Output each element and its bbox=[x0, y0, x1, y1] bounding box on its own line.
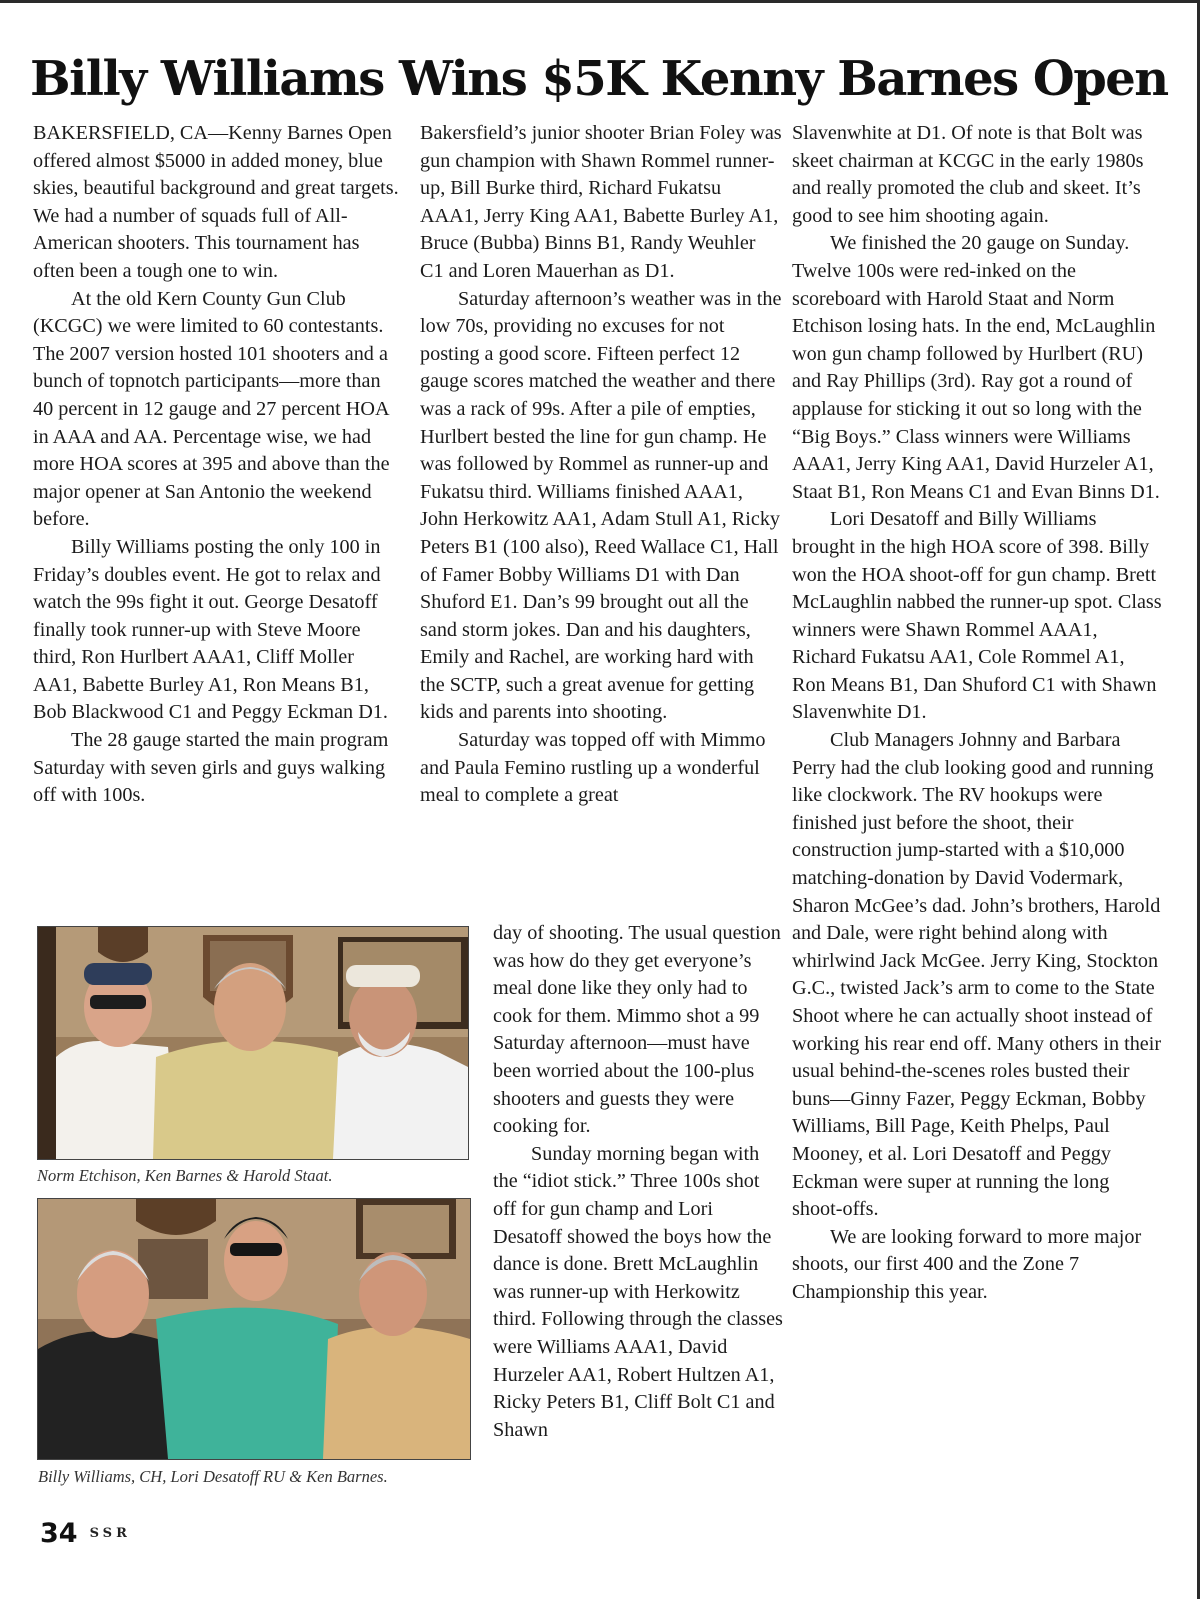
article-column-3 bbox=[792, 120, 1162, 1307]
article-column-1 bbox=[33, 120, 401, 810]
photo-illustration bbox=[38, 927, 468, 1159]
paragraph: Billy Williams posting the only 100 in Friday’s doubles event. He got to relax and watch the 99s fight it out. George Desatoff finally took runner-up with Steve Moore third, Ron Hurlbert AAA1, Cliff Moller AA1, Babette Burley A1, Ron Means B1, Bob Blackwood C1 and Peggy Eckman D1. bbox=[33, 535, 388, 724]
paragraph: At the old Kern County Gun Club (KCGC) we were limited to 60 contestants. The 2007 version hosted 101 shooters and a bunch of topnotch participants—more than 40 percent in 12 gauge and 27 percent HOA in AAA and AA. Percentage wise, we had more HOA scores at 395 and above than the major opener at San Antonio the weekend before. bbox=[33, 287, 390, 531]
page-footer bbox=[40, 1518, 131, 1549]
paragraph: Sunday morning began with the “idiot stick.” Three 100s shot off for gun champ and Lori Desatoff showed the boys how the dance is done. Brett McLaughlin was runner-up with Herkowitz third. Following through the classes were Williams AAA1, David Hurzeler AA1, Robert Hultzen A1, Ricky Peters B1, Cliff Bolt C1 and Shawn bbox=[493, 1142, 783, 1441]
photo2-caption: Billy Williams, CH, Lori Desatoff RU & Ken Barnes. bbox=[38, 1467, 388, 1486]
article-headline: Billy Williams Wins $5K Kenny Barnes Open bbox=[30, 51, 1168, 107]
paragraph: Bakersfield’s junior shooter Brian Foley was gun champion with Shawn Rommel runner-up, Bill Burke third, Richard Fukatsu AAA1, Jerry King AA1, Babette Burley A1, Bruce (Bubba) Binns B1, Randy Weuhler C1 and Loren Mauerhan as D1. bbox=[420, 122, 782, 282]
top-border bbox=[0, 0, 1200, 3]
article-column-2 bbox=[420, 120, 782, 810]
paragraph: The 28 gauge started the main program Saturday with seven girls and guys walking off with 100s. bbox=[33, 729, 389, 807]
paragraph: We are looking forward to more major shoots, our first 400 and the Zone 7 Championship this year. bbox=[792, 1225, 1142, 1303]
paragraph: Saturday was topped off with Mimmo and Paula Femino rustling up a wonderful meal to complete a great bbox=[420, 729, 766, 807]
paragraph: Club Managers Johnny and Barbara Perry had the club looking good and running like clockwork. The RV hookups were finished just before the shoot, their construction jump-started with a $10,000 matching-donation by David Vodermark, Sharon McGee’s dad. John’s brothers, Harold and Dale, were right behind along with whirlwind Jack McGee. Jerry King, Stockton G.C., twisted Jack’s arm to come to the State Shoot where he can actually shoot instead of working his rear end off. Many others in their usual behind-the-scenes roles busted their buns—Ginny Fazer, Peggy Eckman, Bobby Williams, Bill Page, Keith Phelps, Paul Mooney, et al. Lori Desatoff and Peggy Eckman were super at running the long shoot-offs. bbox=[792, 729, 1162, 1221]
photo1-caption: Norm Etchison, Ken Barnes & Harold Staat. bbox=[37, 1166, 333, 1185]
paragraph: BAKERSFIELD, CA—Kenny Barnes Open offered almost $5000 in added money, blue skies, beautiful background and great targets. We had a number of squads full of All-American shooters. This tournament has often been a tough one to win. bbox=[33, 122, 399, 282]
paragraph: Saturday afternoon’s weather was in the low 70s, providing no excuses for not posting a good score. Fifteen perfect 12 gauge scores matched the weather and there was a rack of 99s. After a pile of empties, Hurlbert bested the line for gun champ. He was followed by Rommel as runner-up and Fukatsu third. Williams finished AAA1, John Herkowitz AA1, Adam Stull A1, Ricky Peters B1 (100 also), Reed Wallace C1, Hall of Famer Bobby Williams D1 with Dan Shuford E1. Dan’s 99 brought out all the sand storm jokes. Dan and his daughters, Emily and Rachel, are working hard with the SCTP, such a great avenue for getting kids and parents into shooting. bbox=[420, 287, 782, 724]
paragraph: We finished the 20 gauge on Sunday. Twelve 100s were red-inked on the scoreboard with Harold Staat and Norm Etchison losing hats. In the end, McLaughlin won gun champ followed by Hurlbert (RU) and Ray Phillips (3rd). Ray got a round of applause for sticking it out so long with the “Big Boys.” Class winners were Williams AAA1, Jerry King AA1, David Hurzeler A1, Staat B1, Ron Means C1 and Evan Binns D1. bbox=[792, 232, 1160, 503]
photo-champions bbox=[37, 1198, 471, 1460]
magazine-name: SSR bbox=[89, 1526, 131, 1541]
article-column-2-wrap bbox=[493, 920, 785, 1444]
photo-illustration bbox=[38, 1199, 470, 1459]
paragraph: day of shooting. The usual question was how do they get everyone’s meal done like they only had to cook for them. Mimmo shot a 99 Saturday afternoon—must have been worried about the 100-plus shooters and guests they were cooking for. bbox=[493, 922, 781, 1138]
paragraph: Slavenwhite at D1. Of note is that Bolt was skeet chairman at KCGC in the early 1980s and really promoted the club and skeet. It’s good to see him shooting again. bbox=[792, 122, 1144, 227]
paragraph: Lori Desatoff and Billy Williams brought in the high HOA score of 398. Billy won the HOA shoot-off for gun champ. Brett McLaughlin nabbed the runner-up spot. Class winners were Shawn Rommel AAA1, Richard Fukatsu AA1, Cole Rommel A1, Ron Means B1, Dan Shuford C1 with Shawn Slavenwhite D1. bbox=[792, 508, 1162, 724]
photo-three-men bbox=[37, 926, 469, 1160]
page-number: 34 bbox=[40, 1518, 78, 1549]
